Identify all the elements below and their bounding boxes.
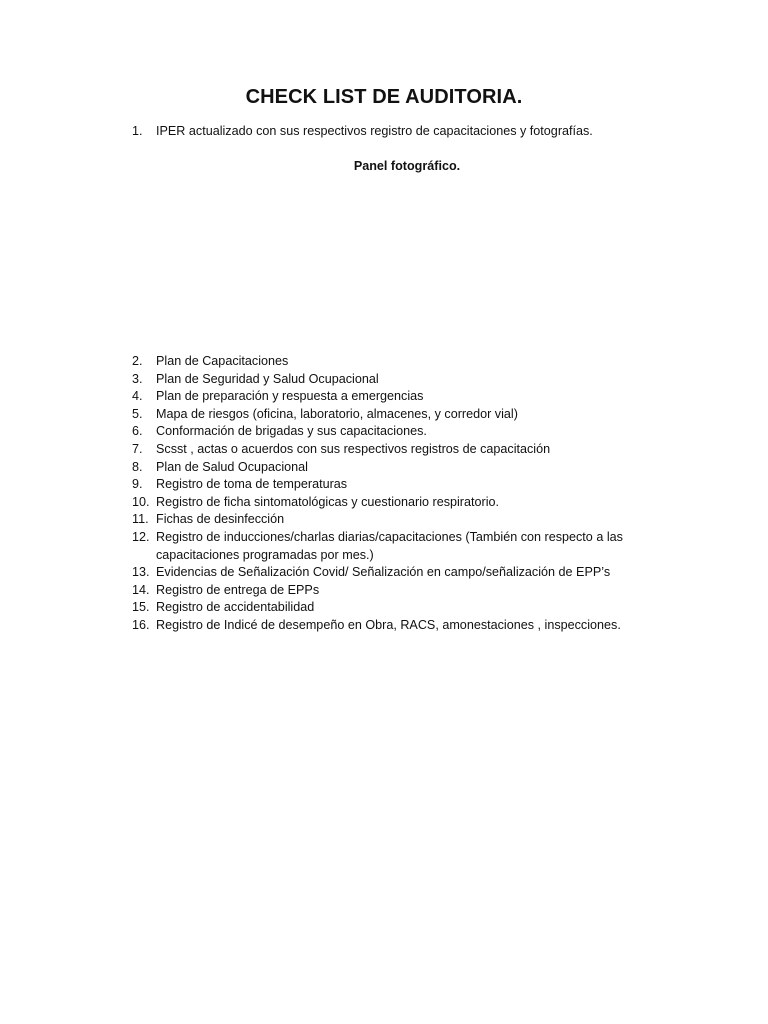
document-title: CHECK LIST DE AUDITORIA. — [245, 86, 523, 108]
list-item-text: Conformación de brigadas y sus capacitaciones. — [156, 424, 427, 439]
list-item-text: Plan de Capacitaciones — [156, 354, 289, 368]
list-item-text: Fichas de desinfección — [156, 512, 285, 527]
list-item — [132, 423, 652, 441]
list-item-number: 11. — [132, 512, 149, 527]
list-item — [132, 494, 652, 512]
panel-caption: Panel fotográfico. — [353, 159, 461, 173]
list-item-number: 10. — [132, 494, 150, 509]
list-item-number: 6. — [132, 424, 143, 439]
list-item — [132, 599, 652, 617]
list-item-text: Plan de preparación y respuesta a emergencias — [156, 389, 424, 404]
list-item — [132, 511, 652, 529]
list-item-number: 1. — [132, 124, 143, 138]
list-item-text: Registro de accidentabilidad — [156, 600, 315, 615]
list-item-text: Registro de Indicé de desempeño en Obra, RACS, amonestaciones , inspecciones. — [156, 617, 621, 632]
list-item-text: Mapa de riesgos (oficina, laboratorio, almacenes, y corredor vial) — [156, 406, 518, 421]
list-item-number: 3. — [132, 371, 143, 386]
list-item-text: Registro de entrega de EPPs — [156, 582, 320, 597]
list-item — [132, 388, 652, 406]
list-item-text: Evidencias de Señalización Covid/ Señalización en campo/señalización de EPP’s — [156, 565, 611, 580]
list-item-text: IPER actualizado con sus respectivos registro de capacitaciones y fotografías. — [156, 124, 593, 138]
list-item-text: Registro de inducciones/charlas diarias/capacitaciones (También con respecto a las capacitaciones programadas por mes.) — [156, 529, 623, 562]
list-item-text: Plan de Seguridad y Salud Ocupacional — [156, 371, 379, 386]
list-item-text: Plan de Salud Ocupacional — [156, 459, 308, 474]
checklist-rest — [132, 353, 652, 635]
list-item-text: Registro de toma de temperaturas — [156, 477, 348, 492]
list-item-text: Scsst , actas o acuerdos con sus respectivos registros de capacitación — [156, 441, 551, 456]
list-item-number: 5. — [132, 406, 143, 421]
list-item — [132, 564, 652, 582]
list-item-number: 15. — [132, 600, 150, 615]
list-item-number: 9. — [132, 477, 143, 492]
list-item — [132, 617, 652, 635]
list-item-number: 8. — [132, 459, 143, 474]
list-item — [132, 441, 652, 459]
list-item-number: 16. — [132, 617, 150, 632]
list-item-number: 13. — [132, 565, 150, 580]
list-item — [132, 582, 652, 600]
list-item-number: 2. — [132, 354, 143, 368]
list-item — [132, 353, 652, 371]
list-item-number: 12. — [132, 529, 150, 544]
list-item — [132, 371, 652, 389]
list-item-number: 4. — [132, 389, 143, 404]
list-item — [132, 406, 652, 424]
list-item-number: 14. — [132, 582, 150, 597]
list-item — [132, 529, 652, 564]
list-item — [132, 459, 652, 477]
checklist-first — [132, 123, 652, 141]
list-item-number: 7. — [132, 441, 143, 456]
list-item — [132, 476, 652, 494]
list-item — [132, 123, 652, 141]
list-item-text: Registro de ficha sintomatológicas y cuestionario respiratorio. — [156, 494, 499, 509]
